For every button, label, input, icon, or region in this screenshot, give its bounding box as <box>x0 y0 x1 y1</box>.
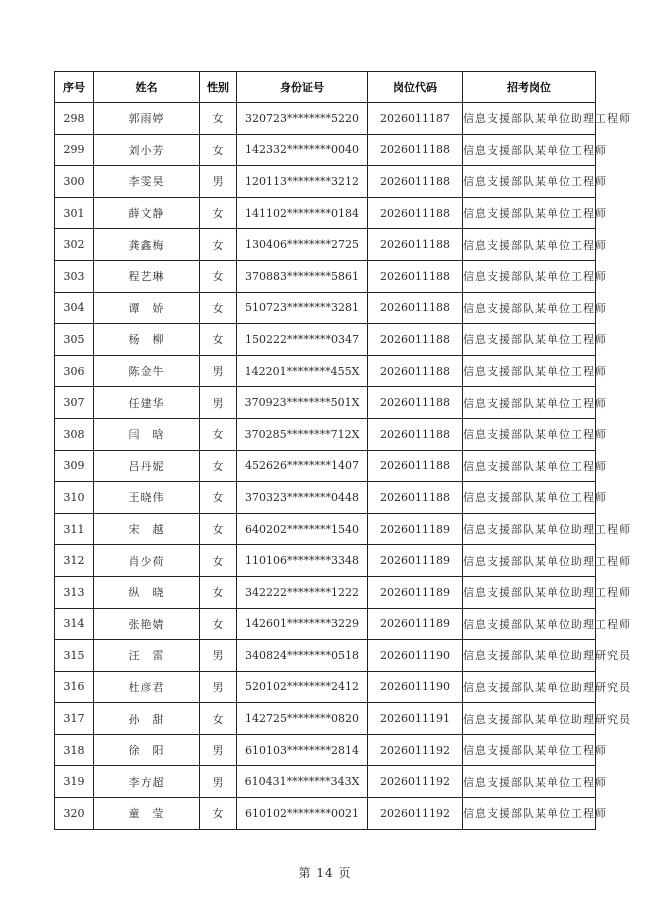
table-row <box>55 197 596 229</box>
table-row <box>55 576 596 608</box>
cell-name: 张艳婧 <box>94 608 200 640</box>
cell-position: 信息支援部队某单位工程师 <box>463 734 596 766</box>
cell-index: 303 <box>55 260 94 292</box>
cell-gender: 女 <box>200 798 237 830</box>
cell-name: 郭雨婷 <box>94 103 200 135</box>
cell-id-number: 640202********1540 <box>237 513 368 545</box>
cell-name: 宋 越 <box>94 513 200 545</box>
cell-gender: 男 <box>200 766 237 798</box>
cell-name: 李雯昊 <box>94 166 200 198</box>
cell-id-number: 370323********0448 <box>237 482 368 514</box>
cell-position-code: 2026011189 <box>368 545 463 577</box>
table-row <box>55 134 596 166</box>
cell-id-number: 110106********3348 <box>237 545 368 577</box>
cell-position-code: 2026011189 <box>368 608 463 640</box>
cell-gender: 女 <box>200 103 237 135</box>
cell-name: 吕丹妮 <box>94 450 200 482</box>
cell-index: 312 <box>55 545 94 577</box>
cell-gender: 女 <box>200 703 237 735</box>
cell-position-code: 2026011188 <box>368 355 463 387</box>
table-row <box>55 608 596 640</box>
cell-index: 305 <box>55 324 94 356</box>
cell-position: 信息支援部队某单位工程师 <box>463 292 596 324</box>
table-row <box>55 513 596 545</box>
cell-gender: 女 <box>200 418 237 450</box>
table-row <box>55 355 596 387</box>
cell-position-code: 2026011187 <box>368 103 463 135</box>
cell-id-number: 370285********712X <box>237 418 368 450</box>
cell-position: 信息支援部队某单位助理工程师 <box>463 103 596 135</box>
cell-position: 信息支援部队某单位工程师 <box>463 260 596 292</box>
cell-name: 纵 晓 <box>94 576 200 608</box>
cell-id-number: 120113********3212 <box>237 166 368 198</box>
cell-position: 信息支援部队某单位工程师 <box>463 229 596 261</box>
cell-index: 314 <box>55 608 94 640</box>
cell-position-code: 2026011188 <box>368 166 463 198</box>
cell-id-number: 340824********0518 <box>237 640 368 672</box>
cell-gender: 男 <box>200 355 237 387</box>
cell-id-number: 610431********343X <box>237 766 368 798</box>
cell-gender: 女 <box>200 134 237 166</box>
table-row <box>55 292 596 324</box>
cell-name: 闫 晗 <box>94 418 200 450</box>
cell-gender: 女 <box>200 260 237 292</box>
cell-name: 童 莹 <box>94 798 200 830</box>
cell-index: 307 <box>55 387 94 419</box>
cell-gender: 女 <box>200 292 237 324</box>
table-row <box>55 734 596 766</box>
candidate-table <box>54 71 631 830</box>
cell-gender: 女 <box>200 513 237 545</box>
cell-name: 孙 甜 <box>94 703 200 735</box>
table-row <box>55 766 596 798</box>
cell-position-code: 2026011188 <box>368 292 463 324</box>
table-row <box>55 260 596 292</box>
table-row <box>55 703 596 735</box>
cell-position-code: 2026011190 <box>368 671 463 703</box>
cell-gender: 女 <box>200 229 237 261</box>
cell-id-number: 320723********5220 <box>237 103 368 135</box>
cell-name: 任建华 <box>94 387 200 419</box>
cell-id-number: 452626********1407 <box>237 450 368 482</box>
cell-index: 316 <box>55 671 94 703</box>
cell-index: 306 <box>55 355 94 387</box>
cell-position-code: 2026011190 <box>368 640 463 672</box>
cell-position: 信息支援部队某单位工程师 <box>463 324 596 356</box>
header-name: 姓名 <box>94 72 200 103</box>
cell-position: 信息支援部队某单位助理工程师 <box>463 513 596 545</box>
cell-position: 信息支援部队某单位助理研究员 <box>463 640 596 672</box>
cell-id-number: 370883********5861 <box>237 260 368 292</box>
cell-index: 320 <box>55 798 94 830</box>
header-gender: 性别 <box>200 72 237 103</box>
table-row <box>55 671 596 703</box>
cell-gender: 女 <box>200 545 237 577</box>
cell-index: 315 <box>55 640 94 672</box>
table-row <box>55 545 596 577</box>
table-header-row <box>55 72 596 103</box>
cell-position-code: 2026011188 <box>368 387 463 419</box>
cell-gender: 男 <box>200 671 237 703</box>
cell-id-number: 342222********1222 <box>237 576 368 608</box>
cell-position-code: 2026011188 <box>368 482 463 514</box>
table-row <box>55 482 596 514</box>
cell-id-number: 520102********2412 <box>237 671 368 703</box>
cell-gender: 男 <box>200 166 237 198</box>
cell-position-code: 2026011188 <box>368 450 463 482</box>
cell-id-number: 142725********0820 <box>237 703 368 735</box>
cell-id-number: 141102********0184 <box>237 197 368 229</box>
cell-name: 汪 雷 <box>94 640 200 672</box>
cell-position: 信息支援部队某单位助理研究员 <box>463 671 596 703</box>
cell-id-number: 510723********3281 <box>237 292 368 324</box>
cell-position: 信息支援部队某单位工程师 <box>463 418 596 450</box>
header-index: 序号 <box>55 72 94 103</box>
header-position: 招考岗位 <box>463 72 596 103</box>
cell-index: 301 <box>55 197 94 229</box>
cell-id-number: 142601********3229 <box>237 608 368 640</box>
cell-name: 杨 柳 <box>94 324 200 356</box>
cell-index: 311 <box>55 513 94 545</box>
cell-name: 程艺琳 <box>94 260 200 292</box>
table-row <box>55 229 596 261</box>
cell-name: 肖少荷 <box>94 545 200 577</box>
cell-name: 李方超 <box>94 766 200 798</box>
table-row <box>55 103 596 135</box>
cell-position-code: 2026011188 <box>368 324 463 356</box>
cell-position-code: 2026011188 <box>368 229 463 261</box>
cell-index: 302 <box>55 229 94 261</box>
cell-id-number: 610103********2814 <box>237 734 368 766</box>
cell-index: 304 <box>55 292 94 324</box>
page-number: 第 14 页 <box>298 866 352 880</box>
cell-position: 信息支援部队某单位助理工程师 <box>463 576 596 608</box>
cell-position: 信息支援部队某单位助理研究员 <box>463 703 596 735</box>
cell-position-code: 2026011192 <box>368 766 463 798</box>
cell-position: 信息支援部队某单位工程师 <box>463 798 596 830</box>
cell-position: 信息支援部队某单位工程师 <box>463 482 596 514</box>
cell-index: 298 <box>55 103 94 135</box>
cell-gender: 女 <box>200 197 237 229</box>
cell-position: 信息支援部队某单位工程师 <box>463 766 596 798</box>
cell-name: 王晓伟 <box>94 482 200 514</box>
cell-id-number: 370923********501X <box>237 387 368 419</box>
cell-position: 信息支援部队某单位工程师 <box>463 166 596 198</box>
cell-position: 信息支援部队某单位工程师 <box>463 197 596 229</box>
table-row <box>55 798 596 830</box>
cell-gender: 女 <box>200 608 237 640</box>
cell-position-code: 2026011192 <box>368 798 463 830</box>
table-row <box>55 450 596 482</box>
cell-id-number: 142332********0040 <box>237 134 368 166</box>
cell-name: 陈金牛 <box>94 355 200 387</box>
table-row <box>55 166 596 198</box>
cell-name: 龚鑫梅 <box>94 229 200 261</box>
cell-id-number: 142201********455X <box>237 355 368 387</box>
cell-name: 徐 阳 <box>94 734 200 766</box>
cell-id-number: 130406********2725 <box>237 229 368 261</box>
table-row <box>55 640 596 672</box>
cell-id-number: 150222********0347 <box>237 324 368 356</box>
cell-position-code: 2026011188 <box>368 418 463 450</box>
cell-gender: 男 <box>200 734 237 766</box>
cell-name: 谭 娇 <box>94 292 200 324</box>
cell-position: 信息支援部队某单位工程师 <box>463 387 596 419</box>
cell-id-number: 610102********0021 <box>237 798 368 830</box>
cell-position: 信息支援部队某单位工程师 <box>463 134 596 166</box>
cell-position-code: 2026011192 <box>368 734 463 766</box>
cell-position-code: 2026011189 <box>368 513 463 545</box>
cell-index: 310 <box>55 482 94 514</box>
cell-index: 299 <box>55 134 94 166</box>
cell-name: 刘小芳 <box>94 134 200 166</box>
cell-gender: 女 <box>200 324 237 356</box>
cell-name: 杜彦君 <box>94 671 200 703</box>
table-row <box>55 387 596 419</box>
cell-position-code: 2026011188 <box>368 134 463 166</box>
cell-gender: 男 <box>200 640 237 672</box>
cell-name: 薛文静 <box>94 197 200 229</box>
table-row <box>55 324 596 356</box>
cell-position-code: 2026011188 <box>368 260 463 292</box>
table-row <box>55 418 596 450</box>
cell-index: 318 <box>55 734 94 766</box>
cell-position: 信息支援部队某单位工程师 <box>463 450 596 482</box>
cell-position: 信息支援部队某单位工程师 <box>463 355 596 387</box>
cell-position: 信息支援部队某单位助理工程师 <box>463 608 596 640</box>
header-id-number: 身份证号 <box>237 72 368 103</box>
cell-index: 313 <box>55 576 94 608</box>
cell-position: 信息支援部队某单位助理工程师 <box>463 545 596 577</box>
cell-gender: 女 <box>200 482 237 514</box>
cell-gender: 女 <box>200 576 237 608</box>
cell-index: 308 <box>55 418 94 450</box>
cell-position-code: 2026011189 <box>368 576 463 608</box>
cell-index: 319 <box>55 766 94 798</box>
table-body <box>55 103 631 830</box>
cell-gender: 女 <box>200 450 237 482</box>
header-position-code: 岗位代码 <box>368 72 463 103</box>
cell-gender: 男 <box>200 387 237 419</box>
cell-position-code: 2026011188 <box>368 197 463 229</box>
cell-index: 317 <box>55 703 94 735</box>
cell-index: 309 <box>55 450 94 482</box>
cell-index: 300 <box>55 166 94 198</box>
cell-position-code: 2026011191 <box>368 703 463 735</box>
